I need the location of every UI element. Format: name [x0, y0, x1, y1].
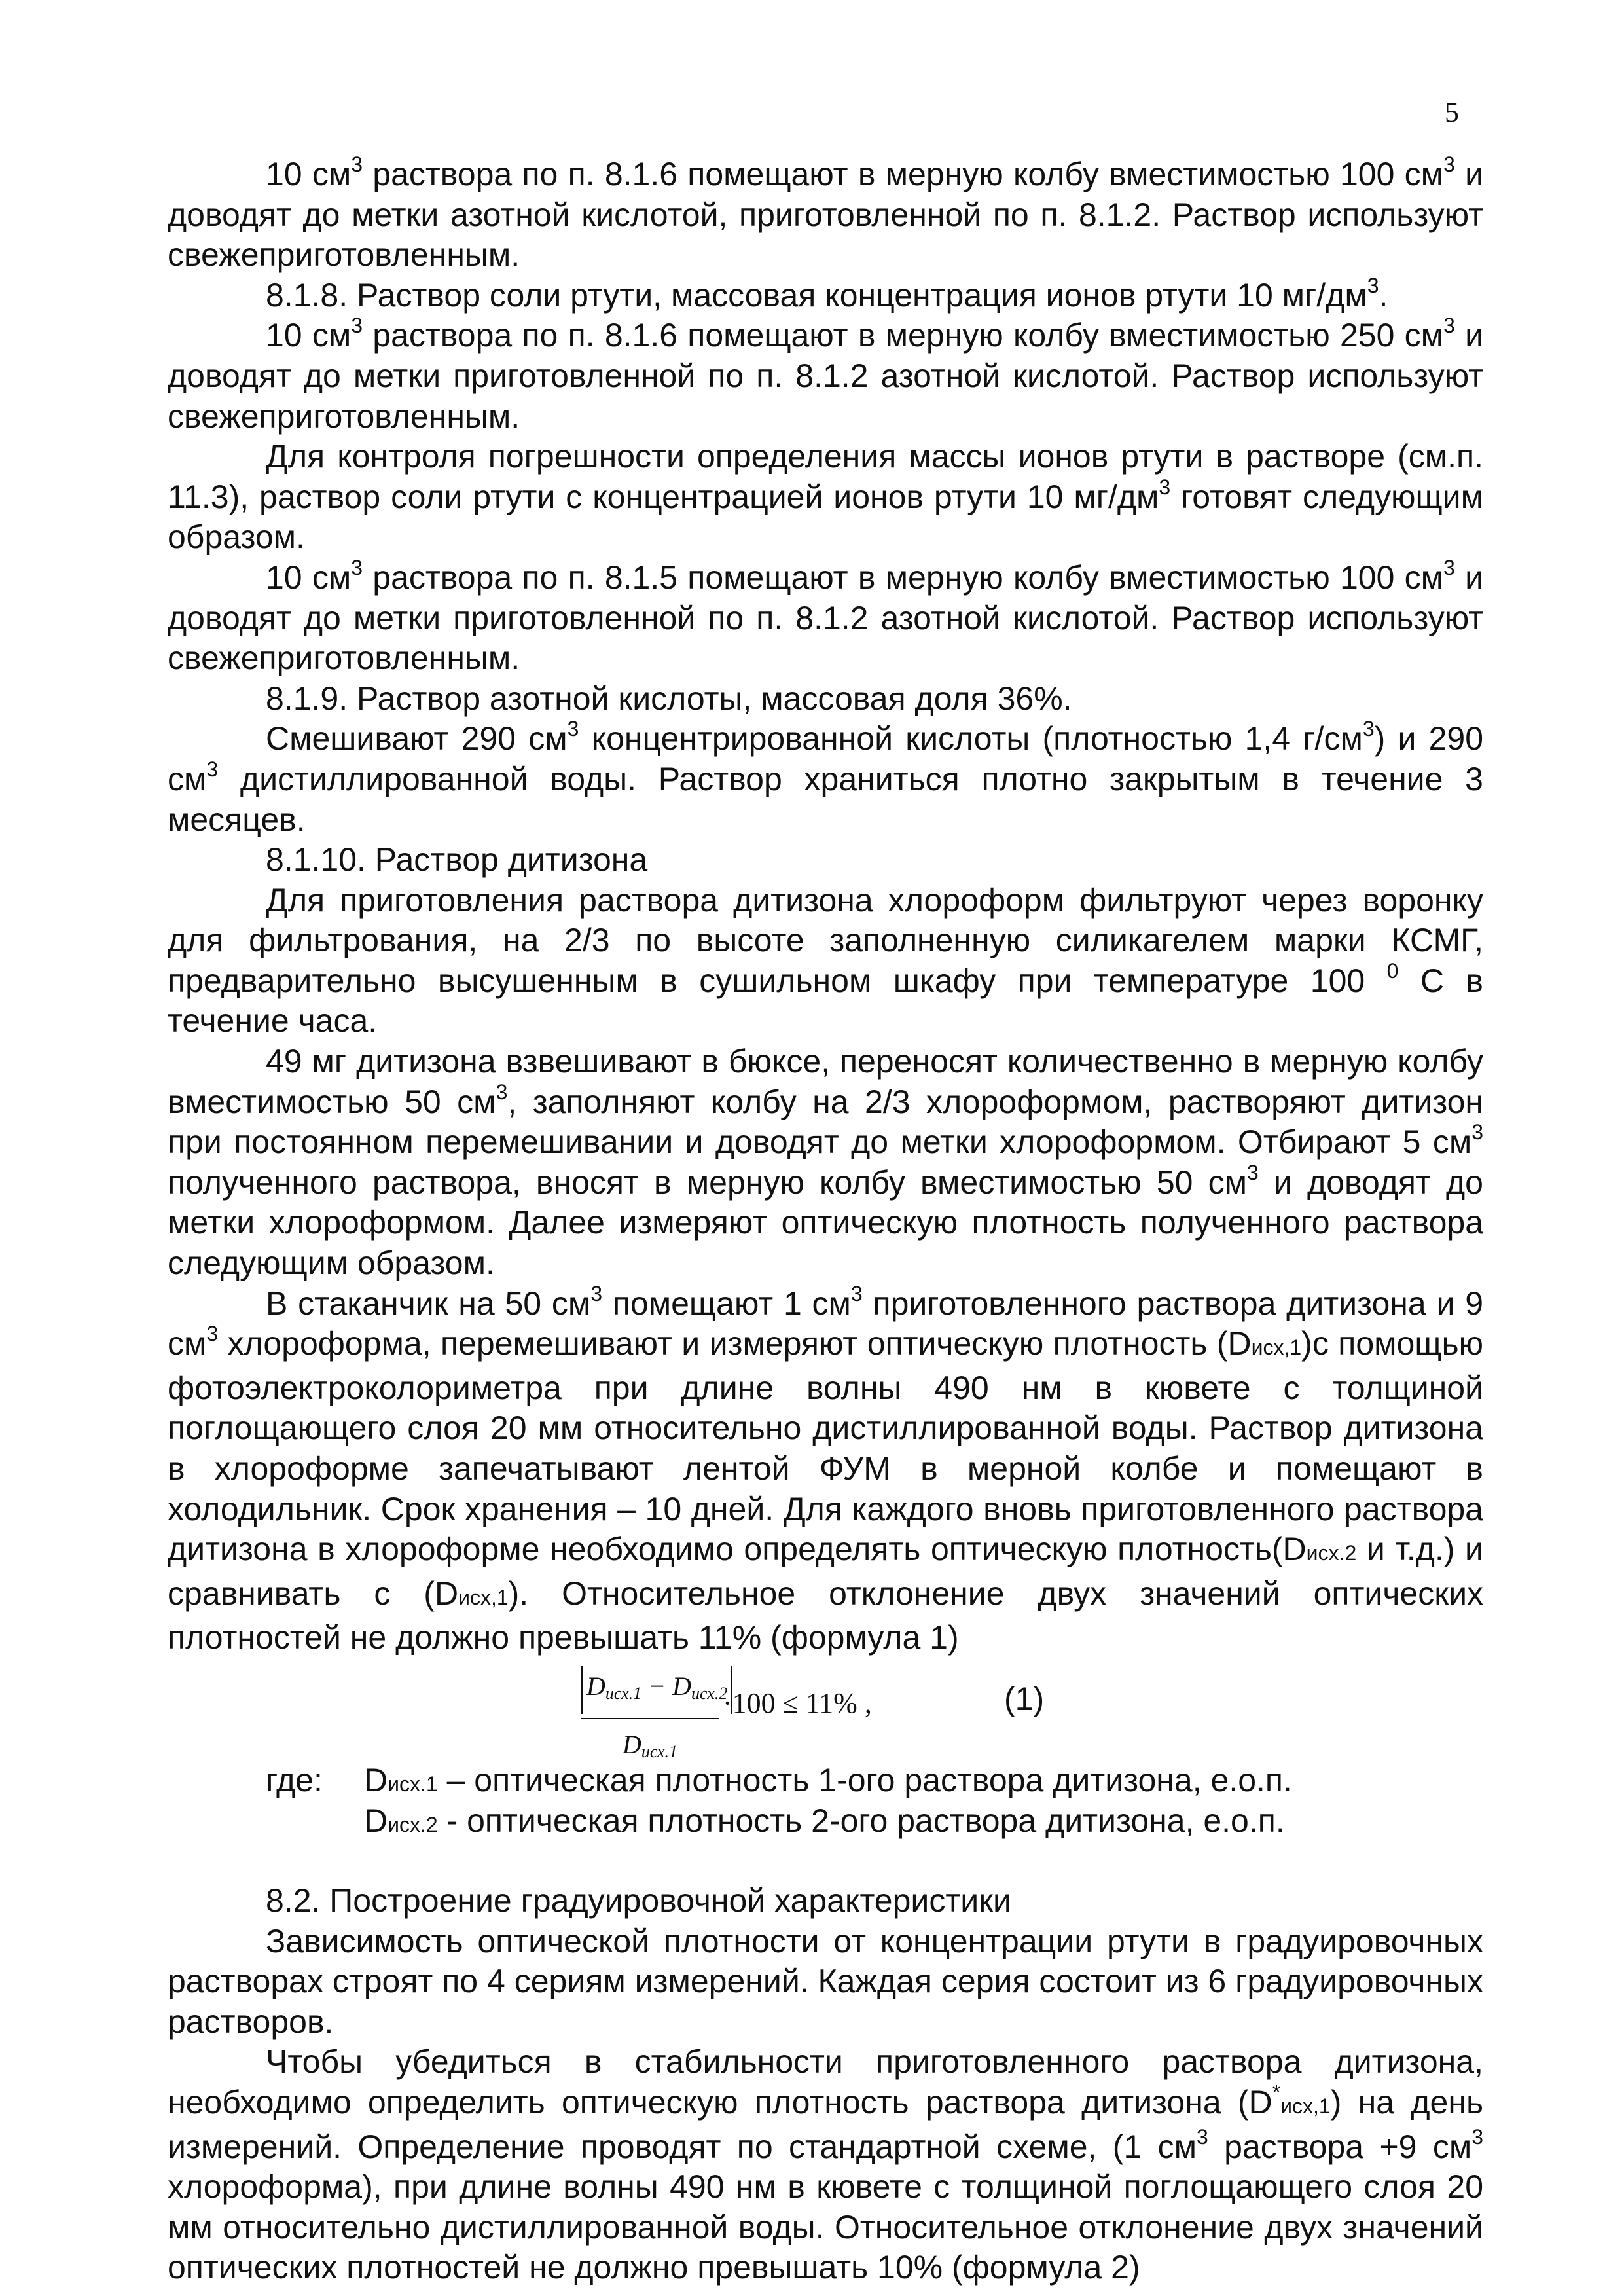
paragraph: 10 $см^3$ раствора по п. 8.1.6 помещают в мерную колбу вместимостью 100 $см^3$ и доводят до метки азотной кислотой, приготовленной по п. 8.1.2. Раствор используют свежеприготовленным.: [168, 153, 1484, 274]
section-heading: 8.1.10. Раствор дитизона: [266, 841, 648, 879]
formula-numerator: Dисх.1 − Dисх.2: [581, 1665, 719, 1719]
formula-inequality: ·100 ≤ 11% ,: [723, 1686, 872, 1719]
formula-denominator: Dисх.1: [622, 1729, 678, 1761]
paragraph: Смешивают 290 $см^3$ концентрированной кислоты (плотностью 1,4 $г/см^3$) и 290 $см^3$ дистиллированной воды. Раствор храниться плотно закрытым в течение 3 месяцев.: [168, 717, 1484, 838]
paragraph: Зависимость оптической плотности от концентрации ртути в градуировочных растворах строят по 4 сериям измерений. Каждая серия состоит из 6 градуировочных растворов.: [168, 1922, 1483, 2040]
document-body: [168, 155, 1483, 2288]
paragraph: 8.1.8. Раствор соли ртути, массовая концентрация ионов ртути 10 $мг/дм^3$.: [266, 273, 1388, 314]
paragraph: 10 $см^3$ раствора по п. 8.1.5 помещают в мерную колбу вместимостью 100 $см^3$ и доводят до метки приготовленной по п. 8.1.2 азотной кислотой. Раствор используют свежеприготовленным.: [168, 555, 1484, 677]
formula-fraction: [581, 1665, 728, 1772]
legend-line: Dисх.1 – оптическая плотность 1-ого раствора дитизона, е.о.п.: [364, 1761, 1292, 1798]
formula-legend: [168, 1760, 1483, 1842]
section-heading: 8.2. Построение градуировочной характеристики: [266, 1882, 1011, 1919]
paragraph: В стаканчик на 50 $см^3$ помещают 1 $см^3$ приготовленного раствора дитизона и 9 $см^3$ хлороформа, перемешивают и измеряют оптическую плотность (Dисх,1)с помощью фотоэлектроколориметра при длине волны 490 нм в кювете с толщиной поглощающего слоя 20 мм относительно дистиллированной воды. Раствор дитизона в хлороформе запечатывают лентой ФУМ в мерной колбе и помещают в холодильник. Срок хранения – 10 дней. Для каждого вновь приготовленного раствора дитизона в хлороформе необходимо определять оптическую плотность(Dисх.2 и т.д.) и сравнивать с (Dисх,1). Относительное отклонение двух значений оптических плотностей не должно превышать 11% (формула 1): [168, 1281, 1484, 1656]
spacer: [168, 1842, 1483, 1881]
legend-line: Dисх.2 - оптическая плотность 2-ого раствора дитизона, е.о.п.: [364, 1802, 1285, 1839]
paragraph: Чтобы убедиться в стабильности приготовленного раствора дитизона, необходимо определить оптическую плотность раствора дитизона (D*исх,1) на день измерений. Определение проводят по стандартной схеме, (1 $см^3$ раствора +9 $см^3$ хлороформа), при длине волны 490 нм в кювете с толщиной поглощающего слоя 20 мм относительно дистиллированной воды. Относительное отклонение двух значений оптических плотностей не должно превышать 10% (формула 2): [168, 2043, 1484, 2286]
formula-1: [168, 1662, 1483, 1760]
paragraph: Для приготовления раствора дитизона хлороформ фильтруют через воронку для фильтрования, на 2/3 по высоте заполненную силикагелем марки КСМГ, предварительно высушенным в сушильном шкафу при температуре 100 $^0$ С в течение часа.: [168, 881, 1483, 1040]
page-number: 5: [1445, 96, 1459, 128]
where-label: где:: [266, 1761, 323, 1798]
paragraph: 10 $см^3$ раствора по п. 8.1.6 помещают в мерную колбу вместимостью 250 $см^3$ и доводят до метки приготовленной по п. 8.1.2 азотной кислотой. Раствор используют свежеприготовленным.: [168, 314, 1484, 435]
section-heading: 8.1.9. Раствор азотной кислоты, массовая доля 36%.: [266, 680, 1072, 717]
paragraph: 49 мг дитизона взвешивают в бюксе, переносят количественно в мерную колбу вместимостью 50 $см^3$, заполняют колбу на 2/3 хлороформом, растворяют дитизон при постоянном перемешивании и доводят до метки хлороформом. Отбирают 5 $см^3$ полученного раствора, вносят в мерную колбу вместимостью 50 $см^3$ и доводят до метки хлороформом. Далее измеряют оптическую плотность полученного раствора следующим образом.: [168, 1043, 1483, 1282]
formula-number: (1): [1004, 1680, 1045, 1717]
paragraph: Для контроля погрешности определения массы ионов ртути в растворе (см.п. 11.3), раствор соли ртути с концентрацией ионов ртути 10 $мг/дм^3$ готовят следующим образом.: [168, 438, 1483, 556]
